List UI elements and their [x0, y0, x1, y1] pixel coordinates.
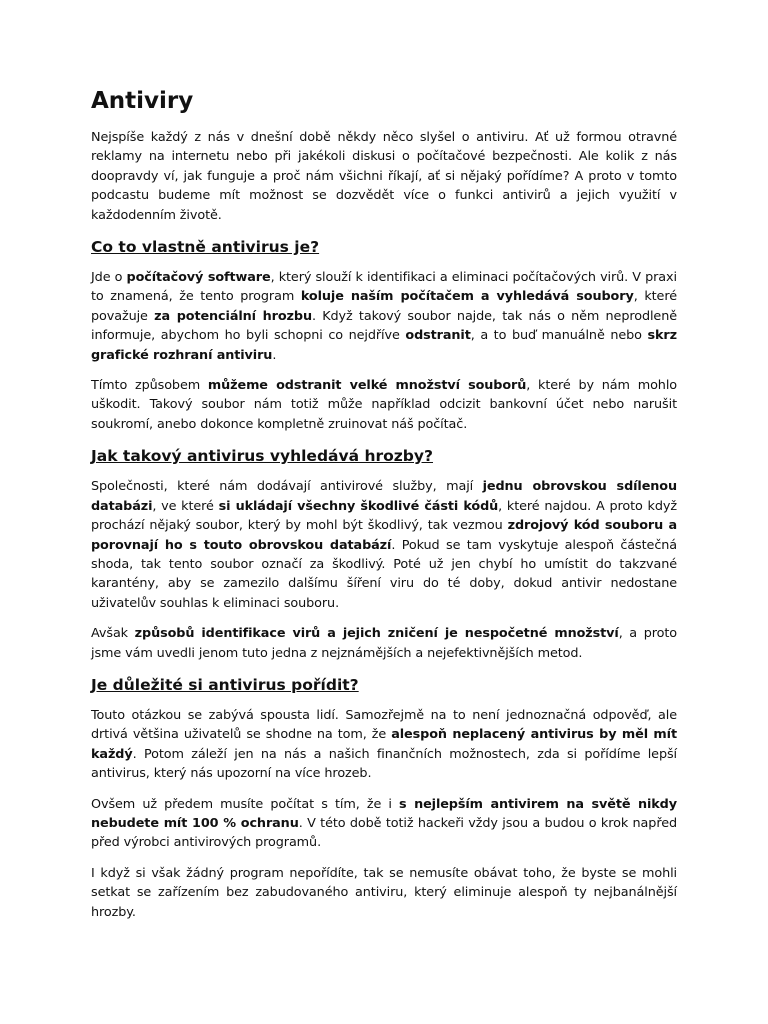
- bold-text: si ukládají všechny škodlivé části kódů: [218, 498, 499, 514]
- document-page: [91, 86, 677, 933]
- intro-paragraph: Nejspíše každý z nás v dnešní době někdy něco slyšel o antiviru. Ať už formou otravné reklamy na internetu nebo při jakékoli diskusi o počítačové bezpečnosti. Ale kolik z nás doopravdy ví, jak funguje a proč nám všichni říkají, ať si nějaký pořídíme? A proto v tomto podcastu budeme mít možnost se dozvědět více o funkci antivirů a jejich využití v každodenním životě.: [91, 130, 677, 223]
- section-paragraph: I když si však žádný program nepořídíte, tak se nemusíte obávat toho, že byste se mohli setkat se zařízením bez zabudovaného antiviru, který eliminuje alespoň ty nejbanálnější hrozby.: [91, 865, 677, 920]
- document-title: Antiviry: [91, 88, 194, 114]
- section-2: [91, 445, 677, 663]
- section-paragraph: Ovšem už předem musíte počítat s tím, že i s nejlepším antivirem na světě nikdy nebudete mít 100 % ochranu. V této době totiž hackeři vždy jsou a budou o krok napřed před výrobci antivirových programů.: [91, 796, 677, 851]
- section-heading: Co to vlastně antivirus je?: [91, 238, 320, 257]
- section-3: [91, 674, 677, 922]
- bold-text: způsobů identifikace virů a jejich zničení je nespočetné množství: [134, 626, 619, 642]
- section-paragraph: Tímto způsobem můžeme odstranit velké množství souborů, které by nám mohlo uškodit. Takový soubor nám totiž může například odcizit bankovní účet nebo narušit soukromí, anebo dokonce kompletně zruinovat náš počítač.: [91, 378, 678, 432]
- bold-text: skrz grafické rozhraní antiviru: [91, 328, 677, 363]
- bold-text: s nejlepším antivirem na světě nikdy nebudete mít 100 % ochranu: [91, 796, 677, 831]
- section-heading: Je důležité si antivirus pořídit?: [91, 675, 359, 694]
- section-heading: Jak takový antivirus vyhledává hrozby?: [91, 447, 433, 466]
- bold-text: odstranit: [405, 328, 471, 344]
- section-paragraph: Společnosti, které nám dodávají antivirové služby, mají jednu obrovskou sdílenou databázi, ve které si ukládají všechny škodlivé části kódů, které najdou. A proto když prochází nějaký soubor, který by mohl být škodlivý, tak vezmou zdrojový kód souboru a porovnají ho s touto obrovskou databází. Pokud se tam vyskytuje alespoň částečná shoda, tak tento soubor označí za škodlivý. Poté už jen chybí ho umístit do takzvané karantény, aby se zamezilo dalšímu šíření viru do té doby, dokud antivir nedostane uživatelův souhlas k eliminaci souboru.: [91, 479, 678, 611]
- bold-text: koluje naším počítačem a vyhledává soubory: [300, 289, 634, 305]
- section-paragraph: Avšak způsobů identifikace virů a jejich zničení je nespočetné množství, a proto jsme vám uvedli jenom tuto jedna z nejznámějších a nejefektivnějších metod.: [91, 626, 677, 661]
- bold-text: za potenciální hrozbu: [154, 308, 312, 324]
- bold-text: můžeme odstranit velké množství souborů: [207, 378, 527, 394]
- bold-text: alespoň neplacený antivirus by měl mít každý: [91, 727, 677, 762]
- bold-text: zdrojový kód souboru a porovnají ho s touto obrovskou databází: [91, 518, 677, 553]
- section-paragraph: Touto otázkou se zabývá spousta lidí. Samozřejmě na to není jednoznačná odpověď, ale drtivá většina uživatelů se shodne na tom, že alespoň neplacený antivirus by měl mít každý. Potom záleží jen na nás a našich finančních možnostech, zda si pořídíme lepší antivirus, který nás upozorní na více hrozeb.: [91, 707, 677, 782]
- section-paragraph: Jde o počítačový software, který slouží k identifikaci a eliminaci počítačových virů. V praxi to znamená, že tento program koluje naším počítačem a vyhledává soubory, které považuje za potenciální hrozbu. Když takový soubor najde, tak nás o něm neprodleně informuje, abychom ho byli schopni co nejdříve odstranit, a to buď manuálně nebo skrz grafické rozhraní antiviru.: [91, 270, 677, 363]
- bold-text: počítačový software: [126, 270, 271, 286]
- bold-text: jednu obrovskou sdílenou databázi: [91, 479, 677, 514]
- section-1: [91, 236, 677, 434]
